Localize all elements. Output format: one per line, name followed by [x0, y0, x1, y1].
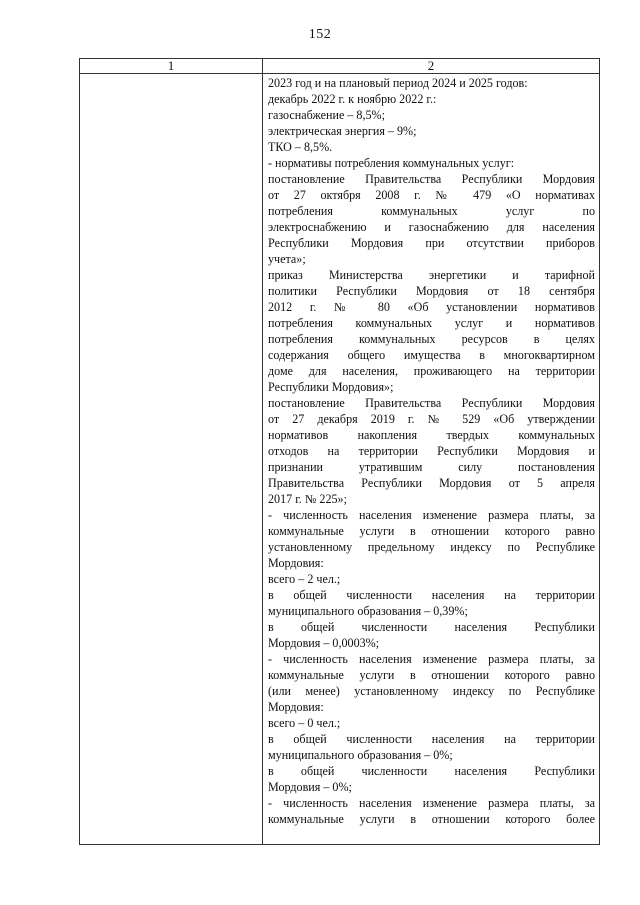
text-line: нормативов накопления твердых коммунальных [268, 428, 595, 442]
column-1-header: 1 [80, 59, 263, 74]
text-line: приказ Министерства энергетики и тарифной [268, 268, 595, 282]
text-line: доме для населения, проживающего на территории [268, 364, 595, 378]
text-line: в общей численности населения на территории [268, 732, 595, 746]
text-line: от 27 октября 2008 г. № 479 «О нормативах [268, 188, 595, 202]
text-line: - численность населения изменение размера платы, за [268, 508, 595, 522]
text-line: Мордовия: [268, 700, 324, 714]
text-line: постановление Правительства Республики Мордовия [268, 396, 595, 410]
text-line: - нормативы потребления коммунальных услуг: [268, 156, 515, 170]
column-1-cell [80, 74, 263, 845]
column-2-cell [263, 74, 600, 845]
text-line: - численность населения изменение размера платы, за [268, 796, 595, 810]
text-line: политики Республики Мордовия от 18 сентября [268, 284, 595, 298]
column-2-header: 2 [263, 59, 600, 74]
text-line: всего – 2 чел.; [268, 572, 341, 586]
text-line: 2023 год и на плановый период 2024 и 2025 годов: [268, 76, 528, 90]
text-line: отходов на территории Республики Мордовия и [268, 444, 595, 458]
text-line: признании утратившим силу постановления [268, 460, 595, 474]
text-line: коммунальные услуги в отношении которого более [268, 812, 595, 826]
text-line: Мордовия – 0%; [268, 780, 352, 794]
text-line: Мордовия: [268, 556, 324, 570]
text-line: учета»; [268, 252, 306, 266]
text-line: потребления коммунальных услуг и нормативов [268, 316, 595, 330]
table-row [80, 74, 600, 845]
text-line: коммунальные услуги в отношении которого равно [268, 668, 595, 682]
text-line: 2017 г. № 225»; [268, 492, 347, 506]
text-line: от 27 декабря 2019 г. № 529 «Об утверждении [268, 412, 595, 426]
text-line: потребления коммунальных услуг по [268, 204, 595, 218]
text-line: Республики Мордовия»; [268, 380, 394, 394]
text-line: декабрь 2022 г. к ноябрю 2022 г.: [268, 92, 437, 106]
table-header-row [80, 59, 600, 74]
text-line: муниципального образования – 0%; [268, 748, 453, 762]
text-line: газоснабжение – 8,5%; [268, 108, 385, 122]
text-line: потребления коммунальных ресурсов в целях [268, 332, 595, 346]
page-number: 152 [308, 27, 332, 42]
text-line: Республики Мордовия при отсутствии приборов [268, 236, 595, 250]
text-line: электроснабжению и газоснабжению для населения [268, 220, 595, 234]
text-line: в общей численности населения на территории [268, 588, 595, 602]
document-table [79, 58, 600, 845]
text-line: всего – 0 чел.; [268, 716, 341, 730]
text-line: - численность населения изменение размера платы, за [268, 652, 595, 666]
text-line: (или менее) установленному индексу по Республике [268, 684, 595, 698]
text-line: Правительства Республики Мордовия от 5 апреля [268, 476, 595, 490]
text-line: постановление Правительства Республики Мордовия [268, 172, 595, 186]
text-line: коммунальные услуги в отношении которого равно [268, 524, 595, 538]
text-line: электрическая энергия – 9%; [268, 124, 417, 138]
text-line: установленному предельному индексу по Республике [268, 540, 595, 554]
text-line: Мордовия – 0,0003%; [268, 636, 380, 650]
text-line: в общей численности населения Республики [268, 620, 595, 634]
cell-text [263, 74, 599, 844]
text-line: 2012 г. № 80 «Об установлении нормативов [268, 300, 595, 314]
text-line: ТКО – 8,5%. [268, 140, 333, 154]
text-line: в общей численности населения Республики [268, 764, 595, 778]
text-line: муниципального образования – 0,39%; [268, 604, 468, 618]
text-line: содержания общего имущества в многоквартирном [268, 348, 595, 362]
